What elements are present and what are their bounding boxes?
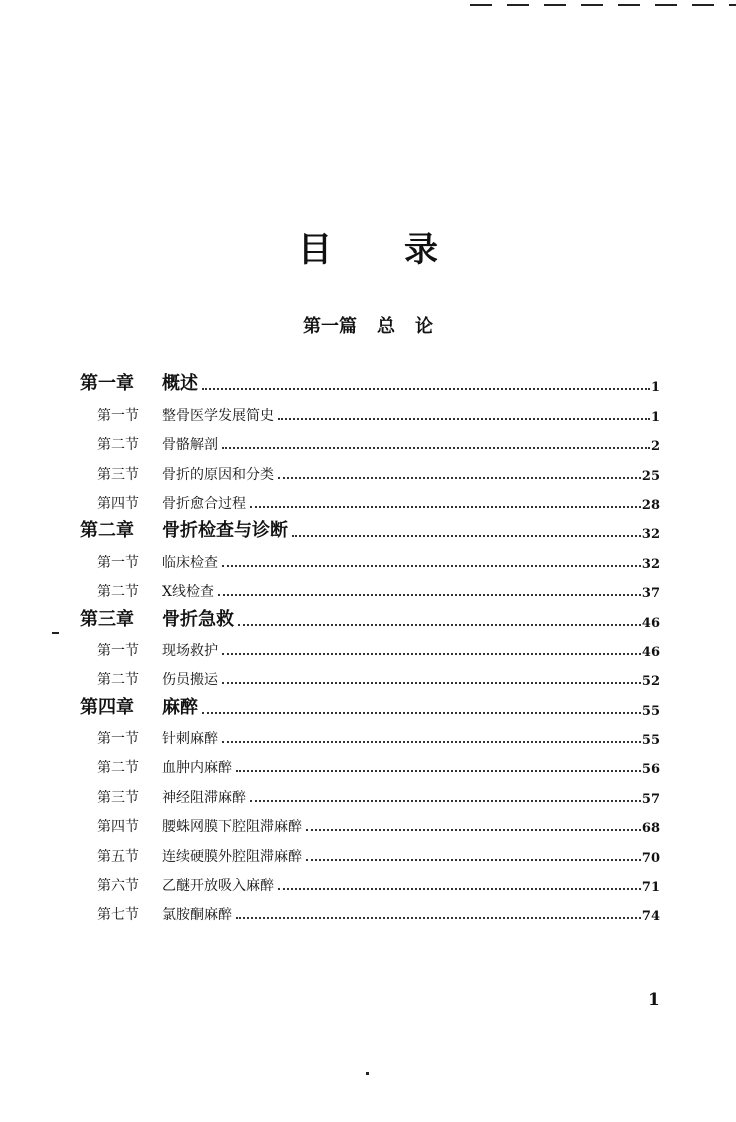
part-label: 第一篇 — [303, 316, 357, 337]
entry-page: 32 — [641, 556, 660, 572]
dot-leader — [250, 800, 641, 802]
entry-page: 28 — [641, 497, 660, 513]
toc-section-entry — [80, 395, 660, 424]
entry-label: 第二章 — [80, 520, 134, 542]
entry-label: 第二节 — [97, 672, 139, 689]
dot-leader — [202, 712, 641, 714]
entry-page: 56 — [641, 762, 660, 778]
toc-section-entry — [80, 484, 660, 513]
entry-title: 腰蛛网膜下腔阻滞麻醉 — [162, 819, 302, 836]
entry-label: 第四节 — [97, 819, 139, 836]
title-char: 目 — [298, 230, 332, 270]
entry-page: 2 — [650, 439, 660, 455]
entry-title: 现场救护 — [162, 642, 218, 659]
entry-title: 骨折愈合过程 — [162, 495, 246, 512]
entry-title: 氯胺酮麻醉 — [162, 907, 232, 924]
dot-leader — [278, 888, 641, 890]
entry-label: 第七节 — [97, 907, 139, 924]
toc-section-entry — [80, 660, 660, 689]
toc-section-entry — [80, 425, 660, 454]
dot-leader — [222, 653, 641, 655]
toc-section-entry — [80, 631, 660, 660]
entry-title: 骨折急救 — [162, 608, 234, 630]
dot-leader — [218, 594, 641, 596]
dot-leader — [236, 770, 641, 772]
dot-leader — [306, 829, 641, 831]
dot-leader — [222, 565, 641, 567]
toc-section-entry — [80, 572, 660, 601]
entry-page: 25 — [641, 468, 660, 484]
entry-label: 第四节 — [97, 495, 139, 512]
toc-section-entry — [80, 719, 660, 748]
entry-page: 1 — [650, 380, 660, 396]
dot-leader — [222, 447, 650, 449]
entry-label: 第三节 — [97, 789, 139, 806]
dot-leader — [202, 388, 650, 390]
dot-leader — [236, 917, 641, 919]
toc-chapter-entry — [80, 513, 660, 542]
entry-title: 临床检查 — [162, 554, 218, 571]
entry-page: 1 — [650, 409, 660, 425]
entry-page: 52 — [641, 674, 660, 690]
toc-section-entry — [80, 895, 660, 924]
toc-chapter-entry — [80, 601, 660, 630]
entry-label: 第一节 — [97, 731, 139, 748]
dot-leader — [306, 859, 641, 861]
entry-page: 46 — [641, 615, 660, 631]
entry-title: 骨骼解剖 — [162, 437, 218, 454]
entry-label: 第四章 — [80, 696, 134, 718]
entry-page: 55 — [641, 733, 660, 749]
part-heading — [0, 312, 736, 338]
table-of-contents — [80, 366, 660, 924]
entry-title: 骨折检查与诊断 — [162, 520, 288, 542]
part-name-char: 总 — [377, 316, 395, 337]
entry-page: 57 — [641, 791, 660, 807]
entry-title: 伤员搬运 — [162, 672, 218, 689]
scan-edge-dashes — [470, 4, 736, 6]
toc-section-entry — [80, 807, 660, 836]
entry-page: 55 — [641, 703, 660, 719]
entry-label: 第二节 — [97, 584, 139, 601]
dot-leader — [278, 418, 650, 420]
entry-page: 46 — [641, 644, 660, 660]
entry-page: 71 — [641, 880, 660, 896]
toc-section-entry — [80, 836, 660, 865]
entry-title: 麻醉 — [162, 696, 198, 718]
toc-section-entry — [80, 866, 660, 895]
entry-title: 神经阻滞麻醉 — [162, 789, 246, 806]
entry-label: 第一节 — [97, 407, 139, 424]
scan-speck — [52, 632, 59, 634]
entry-page: 74 — [641, 909, 660, 925]
scan-speck — [366, 1072, 369, 1075]
entry-label: 第二节 — [97, 437, 139, 454]
entry-label: 第二节 — [97, 760, 139, 777]
toc-section-entry — [80, 454, 660, 483]
entry-label: 第三章 — [80, 608, 134, 630]
entry-title: 骨折的原因和分类 — [162, 466, 274, 483]
page-title — [0, 222, 736, 271]
entry-label: 第一章 — [80, 373, 134, 395]
entry-title: 血肿内麻醉 — [162, 760, 232, 777]
toc-chapter-entry — [80, 366, 660, 395]
dot-leader — [292, 535, 641, 537]
entry-page: 37 — [641, 586, 660, 602]
page-number: 1 — [648, 990, 660, 1010]
entry-title: X线检查 — [162, 584, 214, 601]
toc-section-entry — [80, 542, 660, 571]
entry-title: 针刺麻醉 — [162, 731, 218, 748]
entry-page: 68 — [641, 821, 660, 837]
entry-label: 第三节 — [97, 466, 139, 483]
entry-label: 第六节 — [97, 878, 139, 895]
entry-page: 70 — [641, 850, 660, 866]
toc-section-entry — [80, 777, 660, 806]
part-name-char: 论 — [415, 316, 433, 337]
entry-title: 整骨医学发展简史 — [162, 407, 274, 424]
dot-leader — [250, 506, 641, 508]
toc-section-entry — [80, 748, 660, 777]
entry-label: 第一节 — [97, 554, 139, 571]
entry-title: 概述 — [162, 373, 198, 395]
title-char: 录 — [404, 230, 438, 270]
entry-label: 第一节 — [97, 642, 139, 659]
dot-leader — [278, 477, 641, 479]
dot-leader — [222, 741, 641, 743]
entry-title: 连续硬膜外腔阻滞麻醉 — [162, 848, 302, 865]
entry-page: 32 — [641, 527, 660, 543]
entry-label: 第五节 — [97, 848, 139, 865]
dot-leader — [222, 682, 641, 684]
toc-chapter-entry — [80, 689, 660, 718]
dot-leader — [238, 624, 641, 626]
entry-title: 乙醚开放吸入麻醉 — [162, 878, 274, 895]
